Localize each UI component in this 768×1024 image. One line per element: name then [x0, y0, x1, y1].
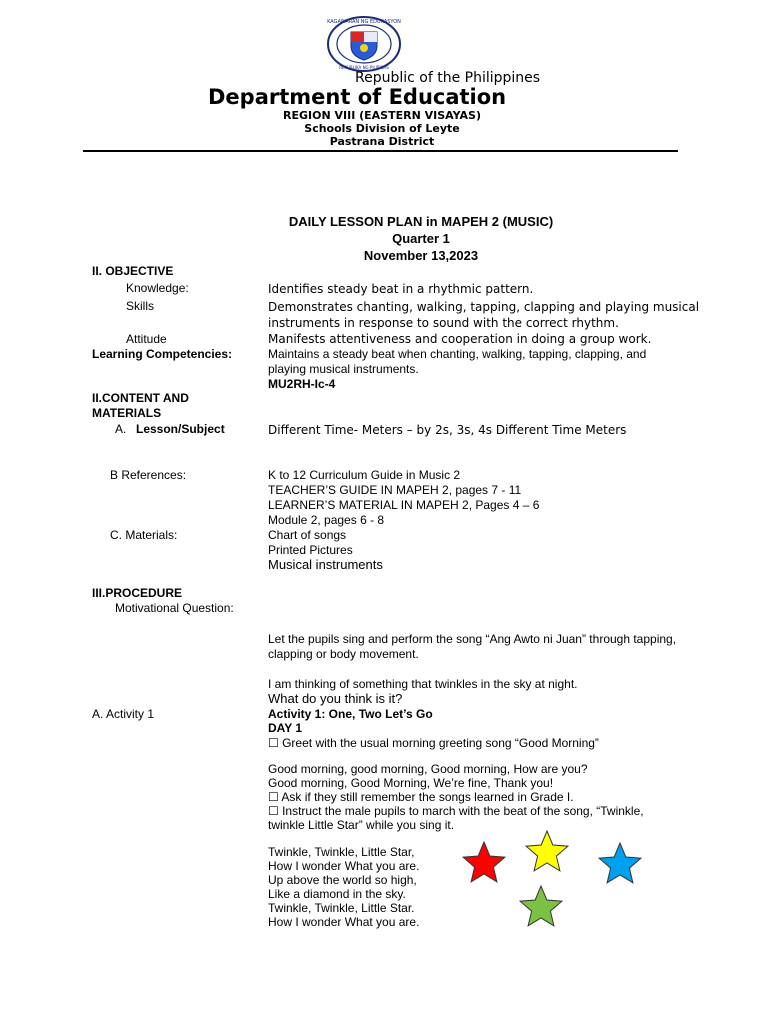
lesson-marker: A. [115, 422, 127, 436]
competency-code: MU2RH-Ic-4 [268, 377, 336, 391]
ask-item: ☐ Ask if they still remember the songs learned in Grade I. [268, 790, 574, 804]
think-text-2: What do you think is it? [268, 691, 403, 706]
stars-illustration [460, 828, 650, 933]
material-1: Chart of songs [268, 528, 347, 542]
reference-4: Module 2, pages 6 - 8 [268, 513, 385, 527]
skills-text-2: instruments in response to sound with the correct rhythm. [268, 316, 619, 330]
knowledge-text: Identifies steady beat in a rhythmic pattern. [268, 282, 534, 296]
department-title: Department of Education [208, 85, 507, 109]
star-red-icon [463, 842, 505, 882]
lyric-line: How I wonder What you are. [268, 915, 420, 929]
sing-text-1: Let the pupils sing and perform the song “Ang Awto ni Juan” through tapping, [268, 632, 677, 646]
star-yellow-icon [526, 831, 568, 871]
reference-3: LEARNER’S MATERIAL IN MAPEH 2, Pages 4 – 6 [268, 498, 540, 512]
content-heading-1: II.CONTENT AND [92, 391, 189, 405]
instruct-item-2: twinkle Little Star” while you sing it. [268, 818, 455, 832]
song-line-2: Good morning, Good Morning, We’re fine, Thank you! [268, 776, 554, 790]
reference-1: K to 12 Curriculum Guide in Music 2 [268, 468, 461, 482]
star-blue-icon [599, 843, 641, 883]
deped-seal [326, 16, 402, 72]
material-2: Printed Pictures [268, 543, 353, 557]
lesson-text: Different Time- Meters – by 2s, 3s, 4s Different Time Meters [268, 423, 627, 437]
competencies-text-1: Maintains a steady beat when chanting, walking, tapping, clapping, and [268, 347, 647, 361]
star-green-icon [520, 886, 562, 926]
day-label: DAY 1 [268, 721, 303, 735]
quarter-label: Quarter 1 [392, 231, 450, 246]
materials-label: C. Materials: [110, 528, 178, 542]
lesson-label: Lesson/Subject [136, 422, 225, 436]
material-3: Musical instruments [268, 557, 383, 572]
skills-text-1: Demonstrates chanting, walking, tapping, clapping and playing musical [268, 300, 700, 314]
skills-label: Skills [126, 299, 155, 313]
song-line-1: Good morning, good morning, Good morning, How are you? [268, 762, 588, 776]
lyric-line: Twinkle, Twinkle, Little Star, [268, 845, 415, 859]
region-label: REGION VIII (EASTERN VISAYAS) [283, 109, 481, 122]
activity-label: A. Activity 1 [92, 707, 155, 721]
competencies-label: Learning Competencies: [92, 347, 233, 361]
lyric-line: Twinkle, Twinkle, Little Star. [268, 901, 415, 915]
activity-title: Activity 1: One, Two Let’s Go [268, 707, 433, 721]
seal-text-bottom: REPUBLIKA NG PILIPINAS [339, 65, 389, 70]
attitude-text: Manifests attentiveness and cooperation in doing a group work. [268, 332, 652, 346]
procedure-heading: III.PROCEDURE [92, 586, 183, 600]
date-label: November 13,2023 [363, 248, 479, 263]
motivational-label: Motivational Question: [115, 601, 234, 615]
division-label: Schools Division of Leyte [304, 122, 460, 135]
republic-label: Republic of the Philippines [355, 70, 541, 86]
think-text-1: I am thinking of something that twinkles in the sky at night. [268, 677, 578, 691]
plan-title: DAILY LESSON PLAN in MAPEH 2 (MUSIC) [288, 214, 554, 229]
sing-text-2: clapping or body movement. [268, 647, 419, 661]
attitude-label: Attitude [126, 332, 167, 346]
lyric-line: How I wonder What you are. [268, 859, 420, 873]
seal-text-top: KAGAWARAN NG EDUKASYON [327, 19, 401, 25]
header-divider [83, 150, 678, 152]
lyric-line: Like a diamond in the sky. [268, 887, 406, 901]
district-label: Pastrana District [329, 135, 435, 148]
knowledge-label: Knowledge: [126, 281, 189, 295]
competencies-text-2: playing musical instruments. [268, 362, 419, 376]
lyric-line: Up above the world so high, [268, 873, 417, 887]
reference-2: TEACHER’S GUIDE IN MAPEH 2, pages 7 - 11 [268, 483, 522, 497]
instruct-item-1: ☐ Instruct the male pupils to march with the beat of the song, “Twinkle, [268, 804, 644, 818]
greet-item: ☐ Greet with the usual morning greeting song “Good Morning” [268, 736, 599, 750]
objective-heading: II. OBJECTIVE [92, 264, 174, 278]
references-label: B References: [110, 468, 187, 482]
content-heading-2: MATERIALS [92, 406, 162, 420]
